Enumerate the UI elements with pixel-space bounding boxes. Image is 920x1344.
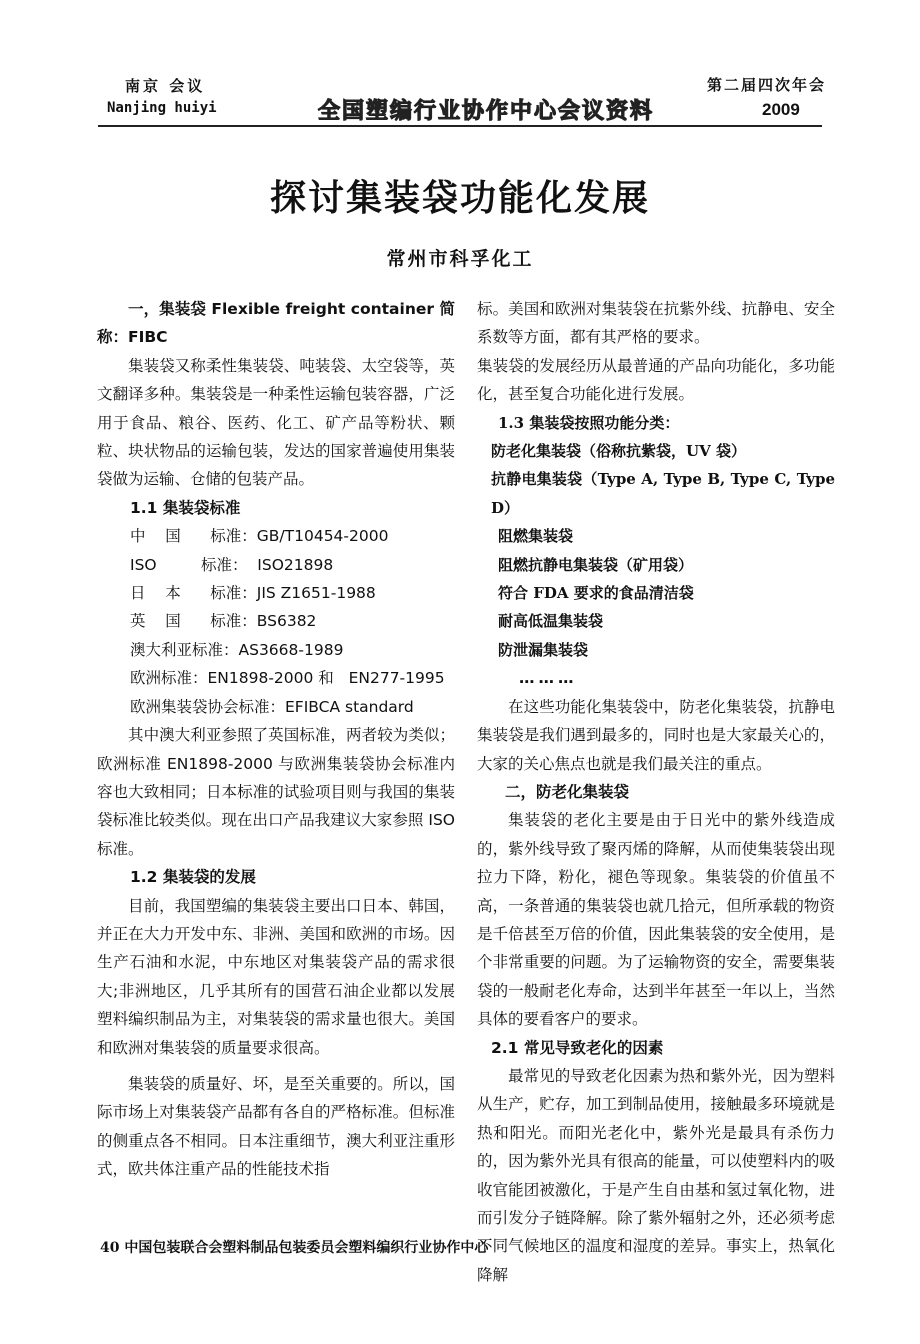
header-right-chinese: 第二届四次年会 [707, 76, 827, 94]
subsection-heading-1-3: 1.3 集装袋按照功能分类： [498, 413, 680, 432]
standard-europe: 欧洲标准：EN1898-2000 和 EN277-1995 [130, 669, 445, 688]
function-item: 抗静电集装袋（Type A, Type B, Type C, Type D） [491, 470, 835, 517]
function-item: 防老化集装袋（俗称抗紫袋，UV 袋） [491, 442, 746, 461]
standard-australia: 澳大利亚标准：AS3668-1989 [130, 640, 344, 659]
subsection-heading-2-1: 2.1 常见导致老化的因素 [491, 1038, 664, 1057]
header-center-title: 全国塑编行业协作中心会议资料 [318, 99, 655, 124]
ellipsis: ……… [519, 669, 578, 688]
article-title: 探讨集装袋功能化发展 [269, 178, 650, 219]
paragraph: 集装袋的发展经历从最普通的产品向功能化，多功能化，甚至复合功能化进行发展。 [477, 356, 835, 404]
section-heading-1: 一，集装袋 Flexible freight container 简称：FIBC [97, 300, 455, 347]
article-author: 常州市科孚化工 [386, 248, 534, 270]
standard-japan: 日 本 标准：JIS Z1651-1988 [130, 584, 376, 603]
paragraph: 目前，我国塑编的集装袋主要出口日本、韩国，并正在大力开发中东、非洲、美国和欧洲的市场。因生产石油和水泥，中东地区对集装袋产品的需求很大;非洲地区，几乎其所有的国营石油企业都以发展塑料编织制品为主，对集装袋的需求量也很大。美国和欧洲对集装袋的质量要求很高。 [97, 896, 455, 1057]
paragraph: 其中澳大利亚参照了英国标准，两者较为类似；欧洲标准 EN1898-2000 与欧洲集装袋协会标准内容也大致相同；日本标准的试验项目则与我国的集装袋标准比较类似。现在出口产品我建议大家参照 ISO 标准。 [97, 726, 455, 858]
paragraph: 在这些功能化集装袋中，防老化集装袋，抗静电集装袋是我们遇到最多的，同时也是大家最关心的，大家的关心焦点也就是我们最关注的重点。 [477, 697, 835, 773]
paragraph: 集装袋的质量好、坏，是至关重要的。所以，国际市场上对集装袋产品都有各自的严格标准。但标准的侧重点各不相同。日本注重细节，澳大利亚注重形式，欧共体注重产品的性能技术指 [97, 1074, 455, 1179]
paragraph: 集装袋的老化主要是由于日光中的紫外线造成的，紫外线导致了聚丙烯的降解，从而使集装袋出现拉力下降，粉化，褪色等现象。集装袋的价值虽不高，一条普通的集装袋也就几拾元，但所承载的物资是千倍甚至万倍的价值，因此集装袋的安全使用，是个非常重要的问题。为了运输物资的安全，需要集装袋的一般耐老化寿命，达到半年甚至一年以上，当然具体的要看客户的要求。 [477, 811, 835, 1029]
function-item: 阻燃集装袋 [498, 527, 574, 546]
function-item: 防泄漏集装袋 [498, 640, 589, 659]
section-heading-2: 二，防老化集装袋 [505, 782, 630, 801]
header-left-chinese: 南京 会议 [125, 77, 206, 95]
subsection-heading-1-2: 1.2 集装袋的发展 [130, 868, 256, 887]
function-item: 阻燃抗静电集装袋（矿用袋） [498, 555, 694, 574]
page-header [0, 0, 920, 130]
header-left-english: Nanjing huiyi [107, 100, 217, 116]
paragraph: 集装袋又称柔性集装袋、吨装袋、太空袋等，英文翻译多种。集装袋是一种柔性运输包装容器，广泛用于食品、粮谷、医药、化工、矿产品等粉状、颗粒、块状物品的运输包装，发达的国家普遍使用集装袋做为运输、仓储的包装产品。 [97, 356, 455, 489]
left-column [97, 295, 455, 1184]
standard-iso: ISO 标准： ISO21898 [130, 555, 334, 574]
header-right-year: 2009 [762, 100, 800, 119]
header-rule [98, 125, 822, 127]
function-item: 耐高低温集装袋 [498, 612, 604, 631]
subsection-heading-1-1: 1.1 集装袋标准 [130, 498, 241, 517]
standard-china: 中 国 标准：GB/T10454-2000 [130, 527, 389, 546]
paragraph: 最常见的导致老化因素为热和紫外光，因为塑料从生产，贮存，加工到制品使用，接触最多环境就是热和阳光。而阳光老化中，紫外光是最具有杀伤力的，因为紫外光具有很高的能量，可以使塑料内的吸收官能团被激化，于是产生自由基和氢过氧化物，进而引发分子链降解。除了紫外辐射之外，还必须考虑不同气候地区的温度和湿度的差异。事实上，热氧化降解 [477, 1066, 835, 1284]
page-footer: 40 中国包装联合会塑料制品包装委员会塑料编织行业协作中心 [100, 1240, 489, 1256]
standard-uk: 英 国 标准：BS6382 [130, 612, 317, 631]
right-column [477, 295, 835, 1289]
paragraph: 标。美国和欧洲对集装袋在抗紫外线、抗静电、安全系数等方面，都有其严格的要求。 [477, 300, 835, 347]
function-item: 符合 FDA 要求的食品清洁袋 [498, 584, 694, 603]
standard-efibca: 欧洲集装袋协会标准：EFIBCA standard [130, 697, 414, 716]
